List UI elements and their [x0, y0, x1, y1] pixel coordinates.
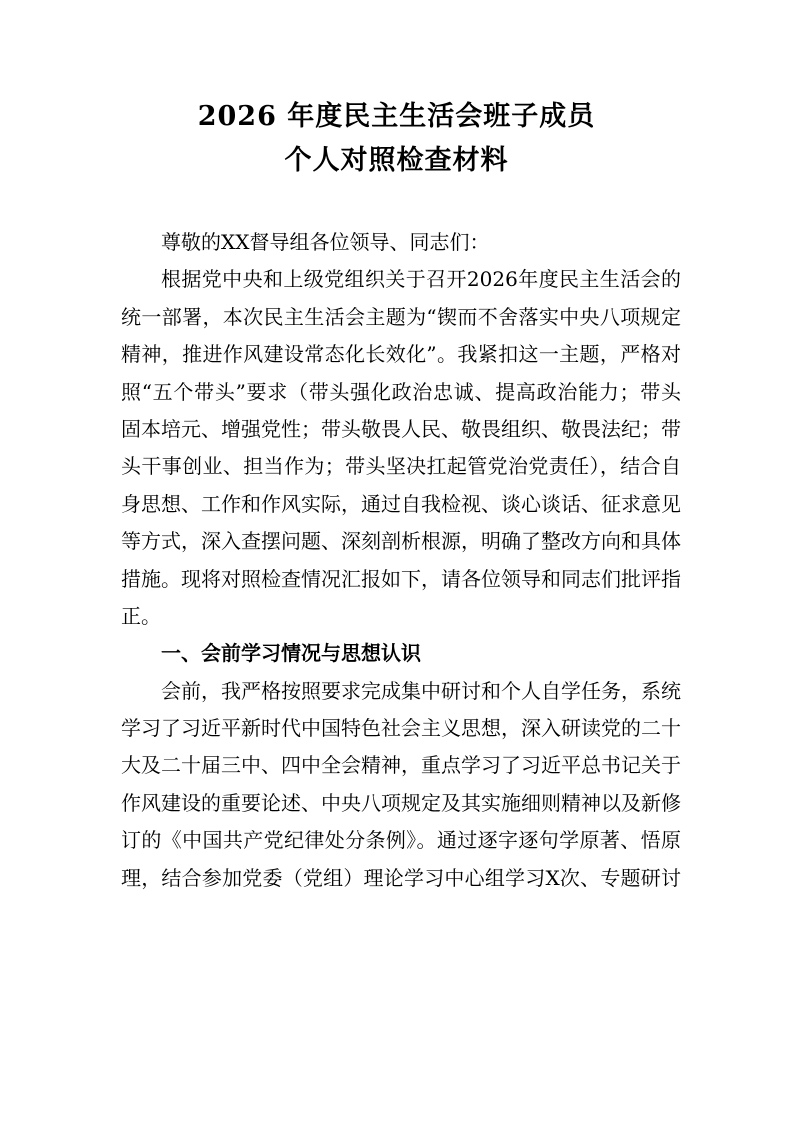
salutation: 尊敬的XX督导组各位领导、同志们： — [161, 230, 490, 254]
paragraph-2-line: 订的《中国共产党纪律处分条例》。通过逐字逐句学原著、悟原 — [121, 828, 681, 853]
paragraph-2-line: 学习了习近平新时代中国特色社会主义思想，深入研读党的二十 — [121, 716, 681, 741]
paragraph-2-line: 大及二十届三中、四中全会精神，重点学习了习近平总书记关于 — [121, 753, 681, 778]
paragraph-2-line: 作风建设的重要论述、中央八项规定及其实施细则精神以及新修 — [121, 790, 681, 815]
paragraph-1-line: 头干事创业、担当作为；带头坚决扛起管党治党责任），结合自 — [121, 454, 681, 479]
paragraph-2-line: 会前，我严格按照要求完成集中研讨和个人自学任务，系统 — [161, 678, 681, 703]
document-title-line-2: 个人对照检查材料 — [284, 145, 509, 176]
paragraph-2-line: 理，结合参加党委（党组）理论学习中心组学习X次、专题研讨 — [121, 865, 681, 890]
paragraph-1-line: 照“五个带头”要求（带头强化政治忠诚、提高政治能力；带头 — [121, 379, 681, 404]
paragraph-1-line: 固本培元、增强党性；带头敬畏人民、敬畏组织、敬畏法纪；带 — [121, 416, 681, 441]
paragraph-1-line: 等方式，深入查摆问题、深刻剖析根源，明确了整改方向和具体 — [121, 529, 681, 554]
document-title-line-1: 2026 年度民主生活会班子成员 — [197, 101, 596, 132]
paragraph-1-line: 根据党中央和上级党组织关于召开2026年度民主生活会的 — [161, 267, 681, 292]
document-body — [121, 224, 681, 897]
paragraph-1-line: 措施。现将对照检查情况汇报如下，请各位领导和同志们批评指 — [121, 566, 681, 591]
paragraph-1-line: 身思想、工作和作风实际，通过自我检视、谈心谈话、征求意见 — [121, 491, 681, 516]
paragraph-1-line: 正。 — [121, 603, 161, 628]
paragraph-1-line: 统一部署，本次民主生活会主题为“锲而不舍落实中央八项规定 — [121, 304, 681, 329]
section-1-heading: 一、会前学习情况与思想认识 — [161, 641, 421, 666]
paragraph-1-line: 精神，推进作风建设常态化长效化”。我紧扣这一主题，严格对 — [121, 342, 681, 367]
